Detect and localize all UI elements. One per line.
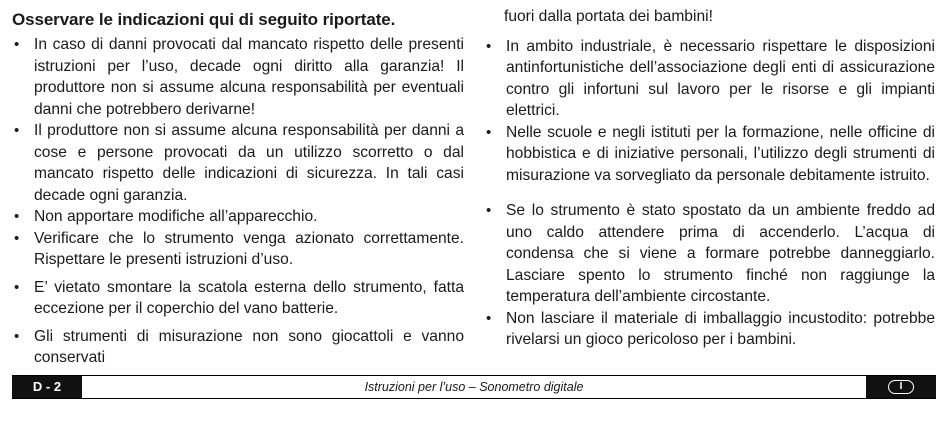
- list-item-text: Verificare che lo strumento venga azionato correttamente. Rispettare le presenti istruzioni d’uso.: [34, 229, 464, 268]
- bullet-icon: •: [486, 123, 492, 141]
- bullet-icon: •: [14, 278, 20, 296]
- list-item-text: In caso di danni provocati dal mancato rispetto delle presenti istruzioni per l’uso, decade ogni diritto alla garanzia! Il produttore non si assume alcuna responsabilità per eventuali danni che potrebbero derivarne!: [34, 36, 464, 118]
- continued-text: fuori dalla portata dei bambini!: [504, 8, 713, 25]
- left-bullet-list: [12, 34, 464, 369]
- list-item: [12, 206, 464, 228]
- list-item-text: Nelle scuole e negli istituti per la formazione, nelle officine di hobbistica e di iniziative personali, l’utilizzo degli strumenti di misurazione va sorvegliato da personale debitamente istruito.: [506, 123, 935, 184]
- bullet-icon: •: [14, 122, 20, 139]
- bullet-icon: •: [14, 208, 20, 225]
- list-item: [12, 228, 464, 271]
- bullet-icon: •: [486, 309, 492, 327]
- left-column: [12, 0, 464, 369]
- list-item-text: Gli strumenti di misurazione non sono giocattoli e vanno conservati: [34, 327, 464, 366]
- bullet-icon: •: [14, 327, 20, 345]
- bullet-icon: •: [486, 202, 492, 219]
- language-badge-label: I: [888, 380, 914, 394]
- list-item-text: Se lo strumento è stato spostato da un ambiente freddo ad uno caldo attendere prima di accenderlo. L’acqua di condensa che si viene a formare potrebbe danneggiarlo. Lasciare spento lo strumento finché non raggiunge la temperatura dell’ambiente circostante.: [506, 202, 935, 305]
- list-item: [484, 308, 935, 351]
- right-bullet-list: [484, 36, 935, 351]
- page-code: D - 2: [12, 376, 82, 398]
- right-column: [484, 0, 935, 351]
- list-item: [12, 120, 464, 206]
- language-badge: [866, 376, 936, 398]
- list-item-text: Il produttore non si assume alcuna responsabilità per danni a cose e persone provocati da un utilizzo scorretto o dal mancato rispetto delle indicazioni di sicurezza. In tali casi decade ogni garanzia.: [34, 122, 464, 204]
- bullet-icon: •: [486, 37, 492, 55]
- list-item: [12, 326, 464, 369]
- footer-caption: Istruzioni per l’uso – Sonometro digitale: [364, 380, 584, 394]
- list-item: [12, 277, 464, 320]
- list-item-text: Non apportare modifiche all’apparecchio.: [34, 208, 318, 225]
- list-item-text: Non lasciare il materiale di imballaggio incustodito: potrebbe rivelarsi un gioco pericoloso per i bambini.: [506, 309, 935, 348]
- bullet-icon: •: [14, 36, 20, 53]
- list-item: [12, 34, 464, 120]
- page-footer: [12, 375, 936, 399]
- list-item: [484, 36, 935, 122]
- list-item: [484, 200, 935, 308]
- section-heading: Osservare le indicazioni qui di seguito riportate.: [12, 10, 396, 29]
- list-item-text: In ambito industriale, è necessario rispettare le disposizioni antinfortunistiche dell’associazione degli enti di assicurazione contro gli infortuni sul lavoro per le risorse e gli impianti elettrici.: [506, 37, 935, 119]
- bullet-icon: •: [14, 229, 20, 247]
- list-item-text: E’ vietato smontare la scatola esterna dello strumento, fatta eccezione per il coperchio del vano batterie.: [34, 278, 464, 317]
- list-item: [484, 122, 935, 187]
